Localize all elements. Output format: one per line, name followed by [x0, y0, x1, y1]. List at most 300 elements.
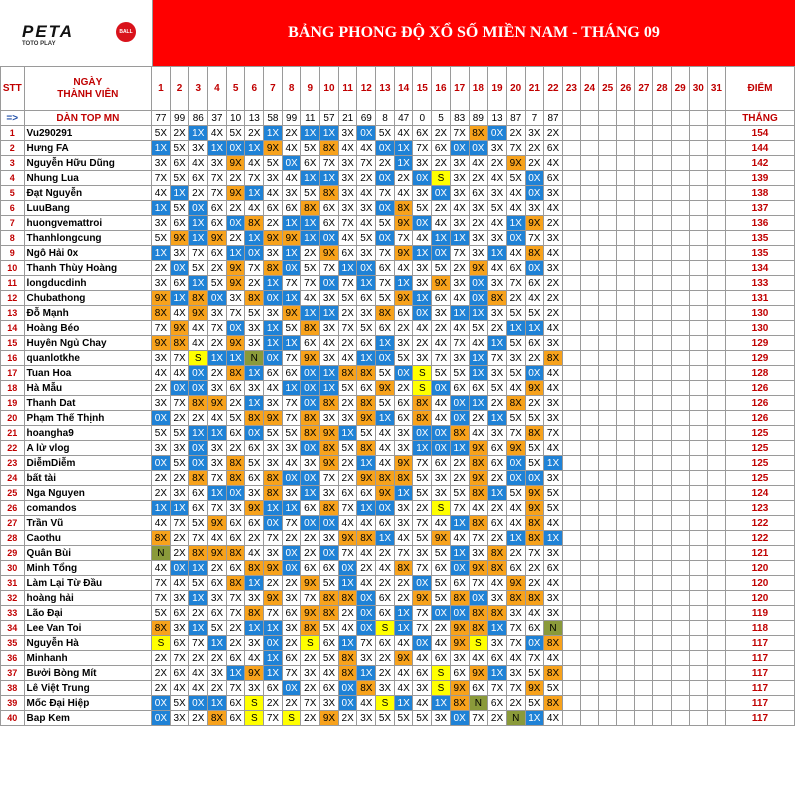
result-cell: 4X: [394, 126, 413, 141]
result-cell: [707, 381, 725, 396]
result-cell: 9X: [469, 471, 488, 486]
result-cell: 4X: [245, 156, 264, 171]
result-cell: S: [245, 696, 264, 711]
result-cell: 9X: [506, 156, 525, 171]
result-cell: [580, 231, 598, 246]
table-row: [1, 291, 795, 306]
member-points: 124: [725, 486, 794, 501]
result-cell: 3X: [264, 246, 283, 261]
result-cell: 3X: [488, 426, 507, 441]
result-cell: 9X: [469, 561, 488, 576]
result-cell: [653, 411, 671, 426]
result-cell: 2X: [301, 711, 320, 726]
result-cell: 0X: [376, 171, 395, 186]
member-name: Minhanh: [24, 651, 152, 666]
result-cell: 2X: [152, 261, 171, 276]
result-cell: [707, 426, 725, 441]
result-cell: [617, 711, 635, 726]
result-cell: 3X: [152, 441, 171, 456]
result-cell: [653, 231, 671, 246]
result-cell: 8X: [189, 546, 208, 561]
top-number-cell: 5: [432, 111, 451, 126]
result-cell: [635, 501, 653, 516]
result-cell: 5X: [189, 516, 208, 531]
result-cell: [562, 321, 580, 336]
result-cell: 1X: [170, 186, 189, 201]
result-cell: 4X: [544, 156, 563, 171]
result-cell: 3X: [469, 246, 488, 261]
result-cell: [635, 441, 653, 456]
result-cell: [635, 216, 653, 231]
result-cell: [580, 666, 598, 681]
result-cell: [671, 666, 689, 681]
table-row: [1, 336, 795, 351]
result-cell: 2X: [152, 651, 171, 666]
result-cell: 3X: [413, 546, 432, 561]
result-cell: 4X: [544, 201, 563, 216]
result-cell: 7X: [506, 276, 525, 291]
result-cell: [599, 591, 617, 606]
result-cell: [707, 441, 725, 456]
result-cell: S: [432, 681, 451, 696]
result-cell: [689, 216, 707, 231]
result-cell: 7X: [245, 171, 264, 186]
result-cell: 0X: [320, 231, 339, 246]
table-row: [1, 126, 795, 141]
result-cell: [580, 681, 598, 696]
result-cell: 3X: [544, 261, 563, 276]
result-cell: 3X: [152, 156, 171, 171]
result-cell: 2X: [170, 471, 189, 486]
result-cell: [635, 471, 653, 486]
row-stt: 7: [1, 216, 25, 231]
member-points: 118: [725, 621, 794, 636]
result-cell: 8X: [525, 591, 544, 606]
result-cell: [635, 456, 653, 471]
result-cell: [617, 516, 635, 531]
result-cell: 7X: [189, 636, 208, 651]
result-cell: 8X: [301, 621, 320, 636]
result-cell: [671, 141, 689, 156]
title-banner: [153, 0, 795, 66]
result-cell: 1X: [170, 501, 189, 516]
result-cell: 7X: [320, 261, 339, 276]
result-cell: 1X: [488, 246, 507, 261]
result-cell: [635, 171, 653, 186]
result-cell: [707, 621, 725, 636]
table-row: [1, 546, 795, 561]
result-cell: 4X: [189, 666, 208, 681]
result-cell: 8X: [338, 591, 357, 606]
result-cell: 9X: [208, 546, 227, 561]
result-cell: 1X: [357, 351, 376, 366]
result-cell: 0X: [189, 201, 208, 216]
result-cell: 8X: [189, 471, 208, 486]
result-cell: [689, 591, 707, 606]
col-header-member-label: THÀNH VIÊN: [57, 88, 119, 100]
result-cell: 4X: [432, 336, 451, 351]
result-cell: 0X: [432, 246, 451, 261]
result-cell: 2X: [506, 126, 525, 141]
result-cell: 2X: [282, 696, 301, 711]
result-cell: 4X: [245, 651, 264, 666]
result-cell: 4X: [450, 531, 469, 546]
result-cell: [562, 576, 580, 591]
member-points: 117: [725, 651, 794, 666]
result-cell: 0X: [469, 291, 488, 306]
result-cell: [671, 231, 689, 246]
member-name: hoangha9: [24, 426, 152, 441]
result-cell: 5X: [413, 531, 432, 546]
result-cell: 4X: [338, 141, 357, 156]
result-cell: 3X: [282, 441, 301, 456]
result-cell: 7X: [525, 231, 544, 246]
result-cell: [689, 306, 707, 321]
result-cell: 3X: [208, 156, 227, 171]
table-row: [1, 366, 795, 381]
result-cell: 3X: [544, 336, 563, 351]
result-cell: 2X: [469, 216, 488, 231]
result-cell: [689, 576, 707, 591]
row-stt: 13: [1, 306, 25, 321]
result-cell: 5X: [170, 201, 189, 216]
result-cell: [671, 441, 689, 456]
result-cell: [562, 636, 580, 651]
result-cell: 6X: [450, 576, 469, 591]
result-cell: [599, 246, 617, 261]
result-cell: 9X: [245, 666, 264, 681]
result-cell: 4X: [469, 426, 488, 441]
result-cell: 4X: [394, 636, 413, 651]
result-cell: 5X: [376, 291, 395, 306]
result-cell: 6X: [208, 576, 227, 591]
result-cell: 5X: [226, 126, 245, 141]
result-cell: S: [245, 711, 264, 726]
result-cell: [562, 291, 580, 306]
col-header-day: 10: [320, 67, 339, 111]
result-cell: 4X: [469, 501, 488, 516]
result-cell: 2X: [413, 336, 432, 351]
result-cell: 3X: [525, 201, 544, 216]
result-cell: 1X: [152, 201, 171, 216]
result-cell: 1X: [282, 291, 301, 306]
result-cell: 1X: [189, 231, 208, 246]
member-points: 154: [725, 126, 794, 141]
result-cell: 8X: [226, 366, 245, 381]
top-number-cell: 37: [208, 111, 227, 126]
result-cell: [617, 471, 635, 486]
result-cell: 2X: [226, 171, 245, 186]
result-cell: [689, 681, 707, 696]
result-cell: 6X: [525, 276, 544, 291]
result-cell: 4X: [245, 201, 264, 216]
result-cell: [671, 621, 689, 636]
result-cell: [562, 486, 580, 501]
result-cell: 4X: [394, 186, 413, 201]
result-cell: 3X: [226, 501, 245, 516]
result-cell: 1X: [544, 531, 563, 546]
result-cell: 0X: [525, 636, 544, 651]
result-cell: 5X: [320, 621, 339, 636]
result-cell: 6X: [376, 261, 395, 276]
result-cell: [599, 336, 617, 351]
result-cell: 1X: [320, 171, 339, 186]
result-cell: 2X: [338, 471, 357, 486]
result-cell: [653, 696, 671, 711]
result-cell: 0X: [450, 141, 469, 156]
result-cell: 6X: [376, 516, 395, 531]
row-stt: 3: [1, 156, 25, 171]
result-cell: 2X: [432, 321, 451, 336]
top-number-cell: [580, 111, 598, 126]
result-cell: 3X: [357, 201, 376, 216]
result-cell: 9X: [264, 591, 283, 606]
result-cell: [580, 396, 598, 411]
member-name: Minh Tổng: [24, 561, 152, 576]
result-cell: 1X: [245, 621, 264, 636]
result-cell: [580, 546, 598, 561]
result-cell: 6X: [357, 291, 376, 306]
result-cell: 1X: [264, 321, 283, 336]
table-row: [1, 666, 795, 681]
result-cell: 4X: [544, 441, 563, 456]
result-cell: [599, 606, 617, 621]
result-cell: [707, 291, 725, 306]
result-cell: 1X: [394, 696, 413, 711]
result-cell: 6X: [301, 561, 320, 576]
result-cell: [562, 621, 580, 636]
result-cell: [653, 471, 671, 486]
result-cell: [689, 411, 707, 426]
result-cell: 2X: [469, 411, 488, 426]
result-cell: [707, 321, 725, 336]
result-cell: 4X: [488, 576, 507, 591]
result-cell: [635, 696, 653, 711]
result-cell: 8X: [189, 291, 208, 306]
result-cell: [617, 321, 635, 336]
result-cell: [689, 336, 707, 351]
result-cell: 8X: [320, 441, 339, 456]
result-cell: 1X: [282, 216, 301, 231]
result-cell: [562, 471, 580, 486]
result-cell: [562, 231, 580, 246]
result-cell: 9X: [301, 351, 320, 366]
result-cell: 9X: [413, 591, 432, 606]
result-cell: 3X: [320, 321, 339, 336]
top-number-cell: 13: [245, 111, 264, 126]
result-cell: 4X: [544, 576, 563, 591]
member-points: 126: [725, 396, 794, 411]
result-cell: 0X: [413, 576, 432, 591]
result-cell: [635, 591, 653, 606]
result-cell: 1X: [506, 216, 525, 231]
member-name: Chubathong: [24, 291, 152, 306]
result-cell: 2X: [301, 681, 320, 696]
result-cell: [689, 501, 707, 516]
row-stt: 32: [1, 591, 25, 606]
result-cell: 1X: [450, 231, 469, 246]
member-name: Huyên Ngủ Chay: [24, 336, 152, 351]
result-cell: [653, 276, 671, 291]
result-cell: 1X: [264, 621, 283, 636]
result-cell: 7X: [320, 156, 339, 171]
result-cell: 3X: [264, 396, 283, 411]
result-cell: 6X: [394, 411, 413, 426]
result-cell: 2X: [189, 651, 208, 666]
result-cell: 8X: [301, 426, 320, 441]
col-header-day: 31: [707, 67, 725, 111]
result-cell: 6X: [282, 201, 301, 216]
result-cell: [689, 651, 707, 666]
result-cell: 8X: [189, 396, 208, 411]
result-cell: 3X: [338, 156, 357, 171]
result-cell: 9X: [152, 291, 171, 306]
result-cell: [580, 441, 598, 456]
result-cell: 0X: [413, 426, 432, 441]
col-header-date-label: NGÀY: [73, 76, 103, 88]
result-cell: 8X: [152, 531, 171, 546]
result-cell: 3X: [338, 126, 357, 141]
table-row: [1, 171, 795, 186]
row-stt: 40: [1, 711, 25, 726]
result-cell: N: [544, 621, 563, 636]
result-cell: [562, 336, 580, 351]
result-cell: 1X: [189, 621, 208, 636]
result-cell: 0X: [301, 396, 320, 411]
logo-ball-icon: BALL: [116, 22, 136, 42]
result-cell: 5X: [432, 591, 451, 606]
table-row: [1, 156, 795, 171]
result-cell: 5X: [376, 366, 395, 381]
row-stt: 1: [1, 126, 25, 141]
top-numbers-row: [1, 111, 795, 126]
result-cell: [599, 561, 617, 576]
result-cell: 8X: [338, 366, 357, 381]
member-points: 117: [725, 666, 794, 681]
member-name: Phạm Thế Thịnh: [24, 411, 152, 426]
result-cell: 2X: [264, 696, 283, 711]
col-header-name: [24, 67, 152, 111]
result-cell: 0X: [506, 231, 525, 246]
result-cell: [599, 651, 617, 666]
result-cell: 1X: [208, 636, 227, 651]
result-cell: 3X: [544, 186, 563, 201]
result-cell: 5X: [282, 321, 301, 336]
result-cell: 9X: [264, 141, 283, 156]
result-cell: 5X: [357, 321, 376, 336]
row-stt: 28: [1, 531, 25, 546]
result-cell: 6X: [320, 216, 339, 231]
result-cell: 3X: [282, 486, 301, 501]
col-header-day: 12: [357, 67, 376, 111]
table-row: [1, 471, 795, 486]
result-cell: [653, 456, 671, 471]
result-cell: 2X: [245, 531, 264, 546]
result-cell: 2X: [469, 171, 488, 186]
row-stt: 19: [1, 396, 25, 411]
row-stt: 11: [1, 276, 25, 291]
result-cell: 5X: [544, 501, 563, 516]
result-cell: 2X: [226, 231, 245, 246]
result-cell: 2X: [525, 576, 544, 591]
result-cell: [580, 696, 598, 711]
result-cell: 1X: [525, 321, 544, 336]
result-cell: 9X: [394, 216, 413, 231]
top-number-cell: 99: [170, 111, 189, 126]
result-cell: 3X: [488, 141, 507, 156]
result-cell: 6X: [208, 606, 227, 621]
row-stt: 31: [1, 576, 25, 591]
result-cell: [617, 621, 635, 636]
result-cell: [635, 576, 653, 591]
result-cell: 4X: [357, 546, 376, 561]
result-cell: 2X: [488, 321, 507, 336]
result-cell: [689, 486, 707, 501]
result-cell: [671, 351, 689, 366]
result-cell: 9X: [394, 651, 413, 666]
member-points: 128: [725, 366, 794, 381]
result-cell: 2X: [208, 366, 227, 381]
result-cell: 1X: [264, 126, 283, 141]
result-cell: 6X: [544, 561, 563, 576]
result-cell: 3X: [544, 231, 563, 246]
result-cell: [599, 666, 617, 681]
result-cell: [599, 171, 617, 186]
result-cell: 4X: [282, 141, 301, 156]
result-cell: [599, 276, 617, 291]
result-cell: [689, 276, 707, 291]
result-cell: 5X: [226, 411, 245, 426]
member-name: Lão Đại: [24, 606, 152, 621]
result-cell: 7X: [413, 141, 432, 156]
result-cell: 8X: [488, 606, 507, 621]
result-cell: [580, 216, 598, 231]
result-cell: [689, 711, 707, 726]
result-cell: [689, 126, 707, 141]
result-cell: [689, 561, 707, 576]
result-cell: 2X: [488, 501, 507, 516]
table-row: [1, 276, 795, 291]
result-cell: 6X: [488, 516, 507, 531]
result-cell: [671, 591, 689, 606]
result-cell: 9X: [226, 156, 245, 171]
result-cell: 9X: [264, 561, 283, 576]
result-cell: 6X: [357, 336, 376, 351]
result-cell: [599, 216, 617, 231]
result-cell: 0X: [189, 696, 208, 711]
result-cell: 5X: [245, 306, 264, 321]
result-cell: 9X: [450, 636, 469, 651]
result-cell: 6X: [226, 561, 245, 576]
result-cell: 4X: [357, 186, 376, 201]
result-cell: 0X: [469, 276, 488, 291]
result-cell: [635, 396, 653, 411]
result-cell: [635, 666, 653, 681]
result-cell: 9X: [226, 261, 245, 276]
result-cell: [617, 246, 635, 261]
result-cell: 1X: [413, 291, 432, 306]
result-cell: [617, 231, 635, 246]
result-cell: 6X: [245, 471, 264, 486]
result-cell: 3X: [245, 591, 264, 606]
row-stt: 18: [1, 381, 25, 396]
result-cell: 1X: [450, 306, 469, 321]
result-cell: 7X: [413, 606, 432, 621]
result-cell: 1X: [189, 216, 208, 231]
result-cell: [707, 351, 725, 366]
result-cell: 5X: [152, 606, 171, 621]
result-cell: 7X: [450, 246, 469, 261]
